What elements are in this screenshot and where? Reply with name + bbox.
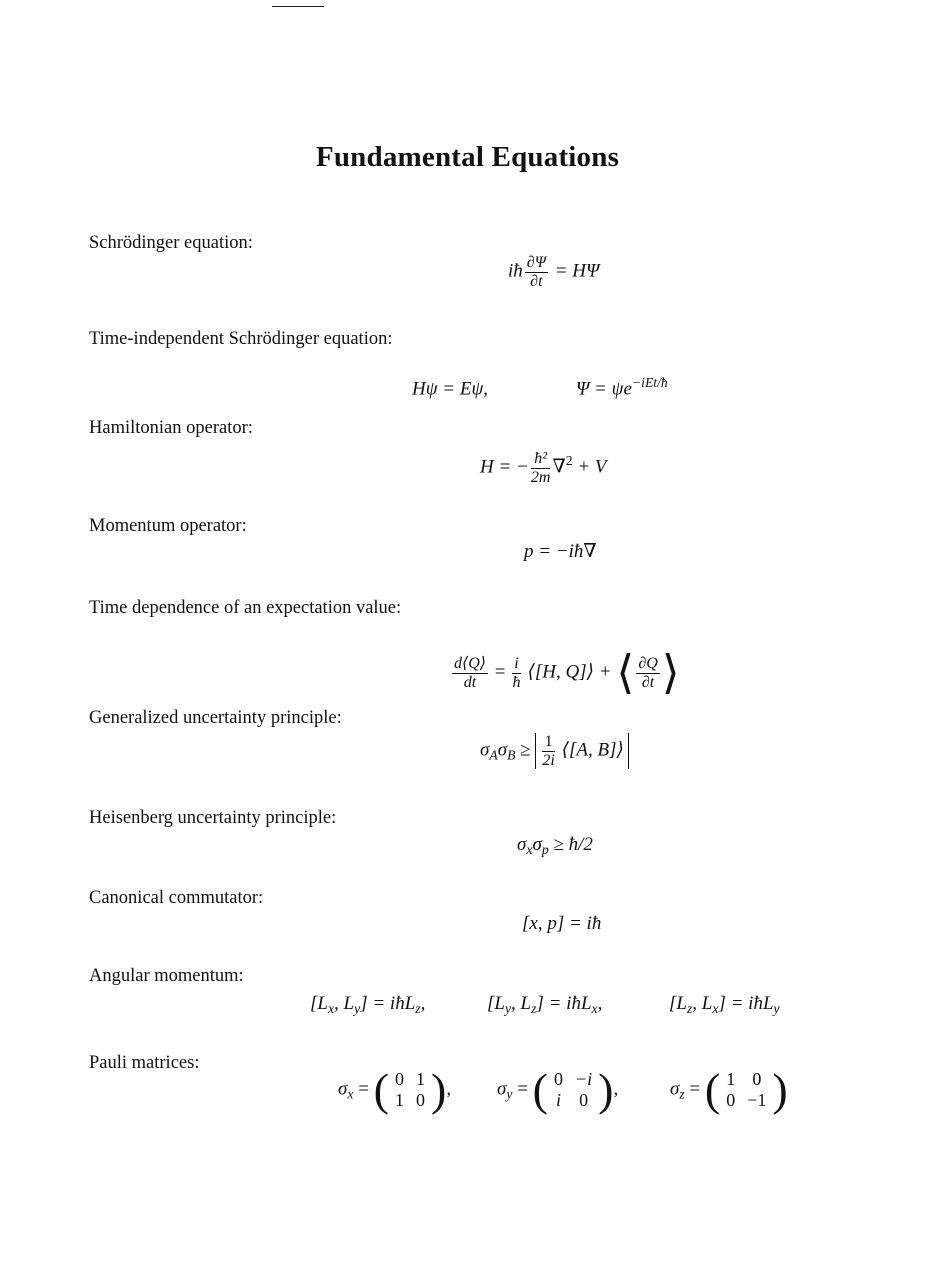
math-token: z (415, 1001, 421, 1017)
math-token: , L (334, 993, 355, 1014)
label-expectation: Time dependence of an expectation value: (89, 598, 402, 618)
math-token: i (555, 1090, 561, 1110)
math-token: y (354, 1001, 361, 1017)
math-token: y (504, 1001, 512, 1017)
eq-schrodinger (508, 254, 599, 290)
label-momentum: Momentum operator: (89, 516, 247, 536)
eq-gen-frac (542, 733, 554, 769)
math-token: 0 (752, 1069, 762, 1090)
eq-generalized (480, 733, 629, 769)
eq-heis-sub-x: x (526, 842, 533, 858)
math-token: z (686, 1001, 693, 1017)
math-token: , (597, 993, 603, 1014)
math-token: σ (338, 1078, 348, 1100)
eq-schrodinger-prefix: iħ (508, 260, 523, 282)
eq-angular-1 (310, 993, 425, 1017)
eq-exp-langle: ⟨ (616, 647, 635, 698)
eq-exp-den1: dt (463, 673, 477, 691)
math-token: 0 (554, 1069, 563, 1090)
math-token: 1 (416, 1069, 425, 1090)
label-time-independent: Time-independent Schrödinger equation: (89, 329, 393, 349)
math-token: ] = iħL (360, 993, 416, 1014)
eq-ham-lhs: H = − (480, 456, 529, 478)
math-token: z (531, 1001, 537, 1017)
math-token: 0 (395, 1069, 404, 1090)
eq-gen-rhs: ⟨[A, B]⟩ (561, 739, 624, 761)
eq-ti-part2: Ψ = ψe (576, 378, 632, 400)
math-token: z (679, 1086, 685, 1102)
eq-exp-den2: ħ (512, 673, 521, 691)
eq-heis-rhs: ≥ ħ/2 (553, 834, 593, 855)
math-token: [L (487, 993, 505, 1014)
math-token: −1 (747, 1090, 767, 1110)
eq-exp-middle: ⟨[H, Q]⟩ + (527, 661, 612, 683)
eq-expectation (450, 647, 680, 698)
label-hamiltonian: Hamiltonian operator: (89, 418, 253, 438)
pauli-x-matrix (389, 1069, 431, 1110)
eq-schrodinger-fraction (525, 254, 548, 290)
math-token: 0 (416, 1090, 425, 1110)
math-token: −i (575, 1069, 593, 1090)
eq-exp-frac3 (636, 655, 659, 691)
eq-gen-sigma-a: σ (480, 739, 490, 761)
math-token: [L (310, 993, 328, 1014)
label-pauli: Pauli matrices: (89, 1053, 200, 1073)
math-token: [L (669, 993, 687, 1014)
math-token: x (347, 1086, 354, 1102)
math-token: , L (692, 993, 713, 1014)
math-token: 0 (579, 1090, 589, 1110)
eq-exp-equals: = (494, 661, 506, 683)
eq-ti-part1: Hψ = Eψ, (412, 378, 488, 400)
math-token: , L (511, 993, 532, 1014)
math-token: y (773, 1001, 780, 1017)
eq-exp-num3: ∂Q (638, 654, 658, 672)
eq-gen-num: 1 (542, 733, 554, 752)
math-token: ] = iħL (536, 993, 592, 1014)
eq-exp-den3: ∂t (641, 673, 655, 691)
eq-canonical-text: [x, p] = iħ (522, 913, 602, 934)
label-heisenberg: Heisenberg uncertainty principle: (89, 808, 337, 828)
eq-ham-nabla: ∇ (552, 456, 566, 478)
eq-time-independent (412, 375, 668, 401)
eq-momentum (524, 540, 597, 563)
eq-pauli-x: $\sigma_x$ = ( 0 1 1 0 ), (338, 1064, 452, 1115)
math-token: x (327, 1001, 335, 1017)
math-token: = (517, 1078, 528, 1100)
eq-exp-frac1 (452, 655, 488, 691)
math-token: 1 (395, 1090, 404, 1110)
eq-exp-frac2 (512, 655, 520, 691)
eq-canonical (522, 913, 601, 935)
math-token: = (358, 1078, 369, 1100)
eq-exp-num1: d⟨Q⟩ (454, 654, 487, 672)
eq-exp-num2: i (514, 654, 519, 672)
eq-gen-sub-b: B (507, 747, 516, 763)
label-angular-momentum: Angular momentum: (89, 966, 244, 986)
eq-momentum-text: p = −iħ∇ (524, 541, 597, 562)
page-title: Fundamental Equations (315, 141, 620, 173)
label-canonical: Canonical commutator: (89, 888, 264, 908)
math-token: x (712, 1001, 719, 1017)
eq-pauli-y: $\sigma_y$ = ( 0 −i i 0 ), (497, 1064, 619, 1115)
pauli-y-matrix (548, 1069, 598, 1110)
eq-ham-tail: + V (577, 456, 607, 478)
eq-ham-den: 2m (530, 468, 551, 486)
math-token: σ (670, 1078, 680, 1100)
eq-heis-sigma-p: σ (532, 834, 542, 855)
math-token: σ (497, 1078, 507, 1100)
eq-ham-num: ħ² (531, 450, 551, 469)
eq-gen-den: 2i (542, 751, 555, 769)
math-token: y (506, 1086, 513, 1102)
math-token: = (689, 1078, 701, 1100)
eq-ham-fraction (531, 450, 551, 486)
eq-heis-sub-p: p (541, 842, 549, 858)
math-token: , (613, 1078, 619, 1100)
math-token: 1 (726, 1069, 736, 1090)
eq-ham-nabla-exp: 2 (565, 452, 573, 468)
eq-angular-3 (669, 993, 780, 1017)
math-token: , (446, 1078, 452, 1100)
math-token: ] = iħL (718, 993, 774, 1014)
pauli-z-matrix (720, 1069, 772, 1110)
eq-hamiltonian (480, 450, 607, 486)
label-schrodinger: Schrödinger equation: (89, 233, 253, 253)
math-token: x (591, 1001, 598, 1017)
eq-gen-sigma-b: σ (497, 739, 508, 761)
eq-schrodinger-num: ∂Ψ (526, 254, 546, 271)
eq-heisenberg (517, 834, 593, 858)
eq-gen-abs (535, 733, 629, 769)
eq-gen-sub-a: A (489, 747, 498, 763)
eq-ti-exponent: −iEt/ħ (631, 375, 668, 390)
math-token: , (420, 993, 426, 1014)
eq-schrodinger-den: ∂t (530, 272, 543, 290)
top-rule (272, 6, 324, 7)
eq-pauli-z: $\sigma_z$ = ( 1 0 0 −1 ) (670, 1064, 788, 1115)
eq-exp-rangle: ⟩ (661, 647, 680, 698)
label-generalized-uncertainty: Generalized uncertainty principle: (89, 708, 342, 728)
eq-schrodinger-rhs: = HΨ (554, 260, 600, 282)
eq-angular-2 (487, 993, 602, 1017)
math-token: 0 (726, 1090, 736, 1110)
eq-gen-ge: ≥ (520, 739, 531, 761)
eq-heis-sigma-x: σ (517, 834, 527, 855)
